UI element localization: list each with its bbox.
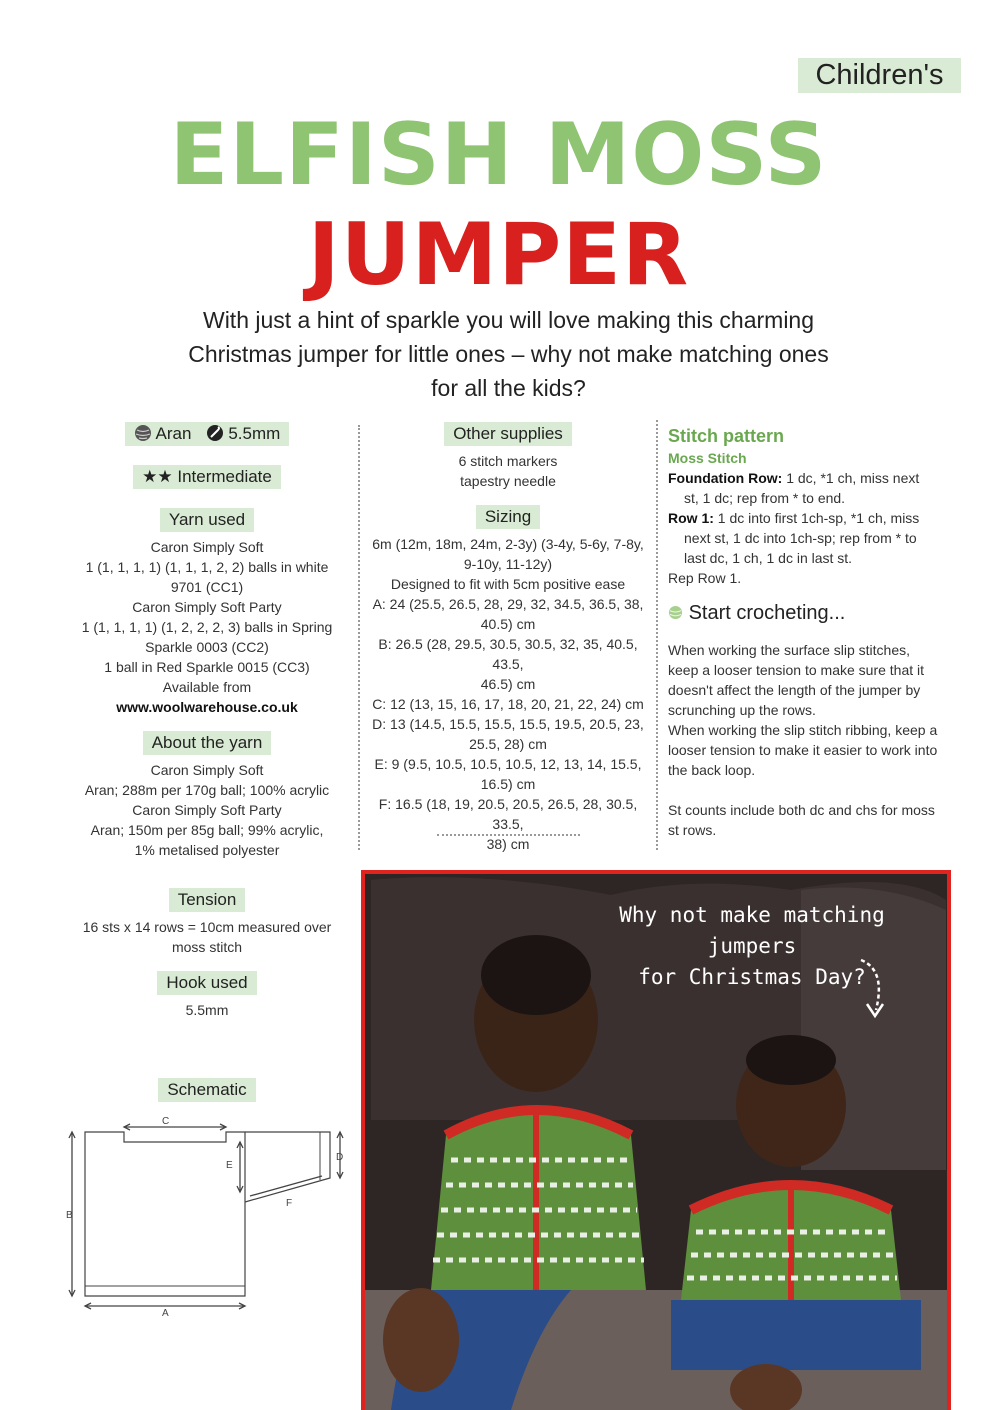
sizing-line: F: 16.5 (18, 19, 20.5, 20.5, 26.5, 28, 30.5, 33.5, [378, 796, 638, 832]
schematic-label-c: C [162, 1116, 170, 1127]
note-line: When working the surface slip stitches, [668, 642, 910, 658]
title-line-2: JUMPER [307, 205, 690, 305]
row1-text: 1 dc into first 1ch-sp, *1 ch, miss [717, 510, 920, 526]
hook-size: 5.5mm [228, 424, 281, 443]
sizing-line: Designed to fit with 5cm positive ease [390, 576, 626, 592]
schematic-label-a: A [162, 1308, 169, 1319]
sizing-line: D: 13 (14.5, 15.5, 15.5, 15.5, 19.5, 20.5, 23, [372, 716, 644, 732]
schematic-heading: Schematic [158, 1078, 255, 1102]
counts-line: st rows. [668, 822, 717, 838]
sizing-end-rule [437, 834, 580, 836]
sizing-section [364, 505, 652, 854]
yarn-used-section [60, 508, 354, 717]
rep-text: Rep Row 1. [668, 570, 742, 586]
schematic-label-b: B [66, 1210, 73, 1221]
column-divider-1 [358, 425, 360, 850]
tension-section [60, 888, 354, 957]
sizing-line: 40.5) cm [480, 616, 536, 632]
tension-line: moss stitch [171, 939, 242, 955]
difficulty-row [60, 465, 354, 494]
about-yarn-section [60, 731, 354, 860]
schematic-label-e: E [226, 1160, 233, 1171]
photo [361, 870, 951, 1410]
title-line-1: ELFISH MOSS [169, 105, 828, 205]
sizing-line: B: 26.5 (28, 29.5, 30.5, 30.5, 32, 35, 40.5, 43.5, [378, 636, 638, 672]
yarn-used-line: Sparkle 0003 (CC2) [145, 639, 269, 655]
yarn-used-line: 1 (1, 1, 1, 1) (1, 2, 2, 2, 3) balls in Spring [81, 619, 333, 635]
hook-used-heading: Hook used [157, 971, 256, 995]
foundation-label: Foundation Row: [668, 470, 783, 486]
yarn-used-line: 1 ball in Red Sparkle 0015 (CC3) [104, 659, 310, 675]
schematic-label-d: D [336, 1152, 344, 1163]
sizing-line: 16.5) cm [480, 776, 536, 792]
middle-column [364, 422, 652, 868]
sizing-line: 46.5) cm [480, 676, 536, 692]
yarn-used-line: Available from [162, 679, 252, 695]
difficulty-pill [133, 465, 281, 489]
column-divider-2 [656, 420, 658, 850]
note-line: keep a looser tension to make sure that it [668, 662, 925, 678]
hook-used-section [60, 971, 354, 1020]
schematic-sleeve [245, 1132, 330, 1202]
left-column [60, 422, 354, 874]
foundation-text-2: st, 1 dc; rep from * to end. [684, 490, 846, 506]
difficulty-stars-icon: ★★ [142, 467, 173, 486]
schematic-heading-wrap [60, 1078, 354, 1107]
sizing-line: C: 12 (13, 15, 16, 17, 18, 20, 21, 22, 24) cm [372, 696, 644, 712]
yarn-ball-icon [668, 605, 683, 620]
hook-icon [206, 424, 224, 442]
hook-used-value: 5.5mm [185, 1002, 229, 1018]
intro-text: With just a hint of sparkle you will love making this charming Christmas jumper for little ones – why not make matching ones for all the kids? [188, 307, 829, 401]
yarn-used-line: 1 (1, 1, 1, 1) (1, 1, 1, 2, 2) balls in white [85, 559, 329, 575]
yarn-ball-icon [134, 424, 152, 442]
supplier-link[interactable]: www.woolwarehouse.co.uk [116, 699, 298, 715]
row1-label: Row 1: [668, 510, 714, 526]
schematic-body [85, 1132, 245, 1296]
about-yarn-line: 1% metalised polyester [134, 842, 280, 858]
sizing-line: E: 9 (9.5, 10.5, 10.5, 10.5, 12, 13, 14, 15.5, [374, 756, 642, 772]
right-column [668, 424, 963, 840]
yarn-weight: Aran [155, 424, 192, 443]
yarn-used-line: Caron Simply Soft [150, 539, 264, 555]
supplies-line: tapestry needle [460, 473, 556, 489]
foundation-text: 1 dc, *1 ch, miss next [786, 470, 920, 486]
caption-line-1: Why not make matching jumpers [619, 903, 885, 958]
about-yarn-line: Caron Simply Soft [150, 762, 264, 778]
category-label: Children's [798, 58, 961, 93]
supplies-line: 6 stitch markers [458, 453, 558, 469]
yarn-used-line: 9701 (CC1) [170, 579, 244, 595]
yarn-weight-hook-row [60, 422, 354, 451]
sizing-line: 25.5, 28) cm [469, 736, 547, 752]
counts-note [668, 800, 963, 840]
sizing-line: A: 24 (25.5, 26.5, 28, 29, 32, 34.5, 36.5, 38, [372, 596, 644, 612]
start-crocheting-row [668, 600, 963, 626]
note-line: the back loop. [668, 762, 756, 778]
about-yarn-line: Aran; 288m per 170g ball; 100% acrylic [84, 782, 330, 798]
other-supplies-heading: Other supplies [444, 422, 572, 446]
other-supplies-section [364, 422, 652, 491]
caption-line-2: for Christmas Day? [638, 965, 866, 989]
stitch-pattern-heading: Stitch pattern [668, 426, 785, 446]
sizing-heading: Sizing [476, 505, 540, 529]
dim-f-line [250, 1176, 322, 1196]
row1 [668, 508, 963, 528]
sizing-line: 38) cm [486, 836, 530, 852]
note-line: scrunching up the rows. [668, 702, 816, 718]
about-yarn-heading: About the yarn [143, 731, 272, 755]
tension-hook-section [60, 888, 354, 1034]
start-heading: Start crocheting... [688, 602, 846, 624]
photo-caption [587, 900, 917, 993]
yarn-used-heading: Yarn used [160, 508, 254, 532]
tension-line: 16 sts x 14 rows = 10cm measured over [82, 919, 332, 935]
sizing-line: 6m (12m, 18m, 24m, 2-3y) (3-4y, 5-6y, 7-8y, [372, 536, 644, 552]
foundation-row [668, 468, 963, 488]
note-line: looser tension to make it easier to work into [668, 742, 938, 758]
counts-line: St counts include both dc and chs for moss [668, 802, 935, 818]
yarn-hook-pill [125, 422, 290, 446]
about-yarn-line: Caron Simply Soft Party [132, 802, 282, 818]
note-line: When working the slip stitch ribbing, keep a [668, 722, 938, 738]
schematic-diagram [60, 1110, 355, 1325]
moss-stitch-heading: Moss Stitch [668, 450, 747, 466]
difficulty-label: Intermediate [177, 467, 272, 486]
row1-text-3: last dc, 1 ch, 1 dc in last st. [684, 550, 853, 566]
yarn-used-line: Caron Simply Soft Party [132, 599, 282, 615]
about-yarn-line: Aran; 150m per 85g ball; 99% acrylic, [90, 822, 324, 838]
tension-heading: Tension [169, 888, 246, 912]
note-line: doesn't affect the length of the jumper by [668, 682, 921, 698]
notes-block [668, 640, 963, 780]
row1-text-2: next st, 1 dc into 1ch-sp; rep from * to [684, 530, 917, 546]
sizing-line: 9-10y, 11-12y) [463, 556, 553, 572]
schematic-label-f: F [286, 1198, 293, 1209]
